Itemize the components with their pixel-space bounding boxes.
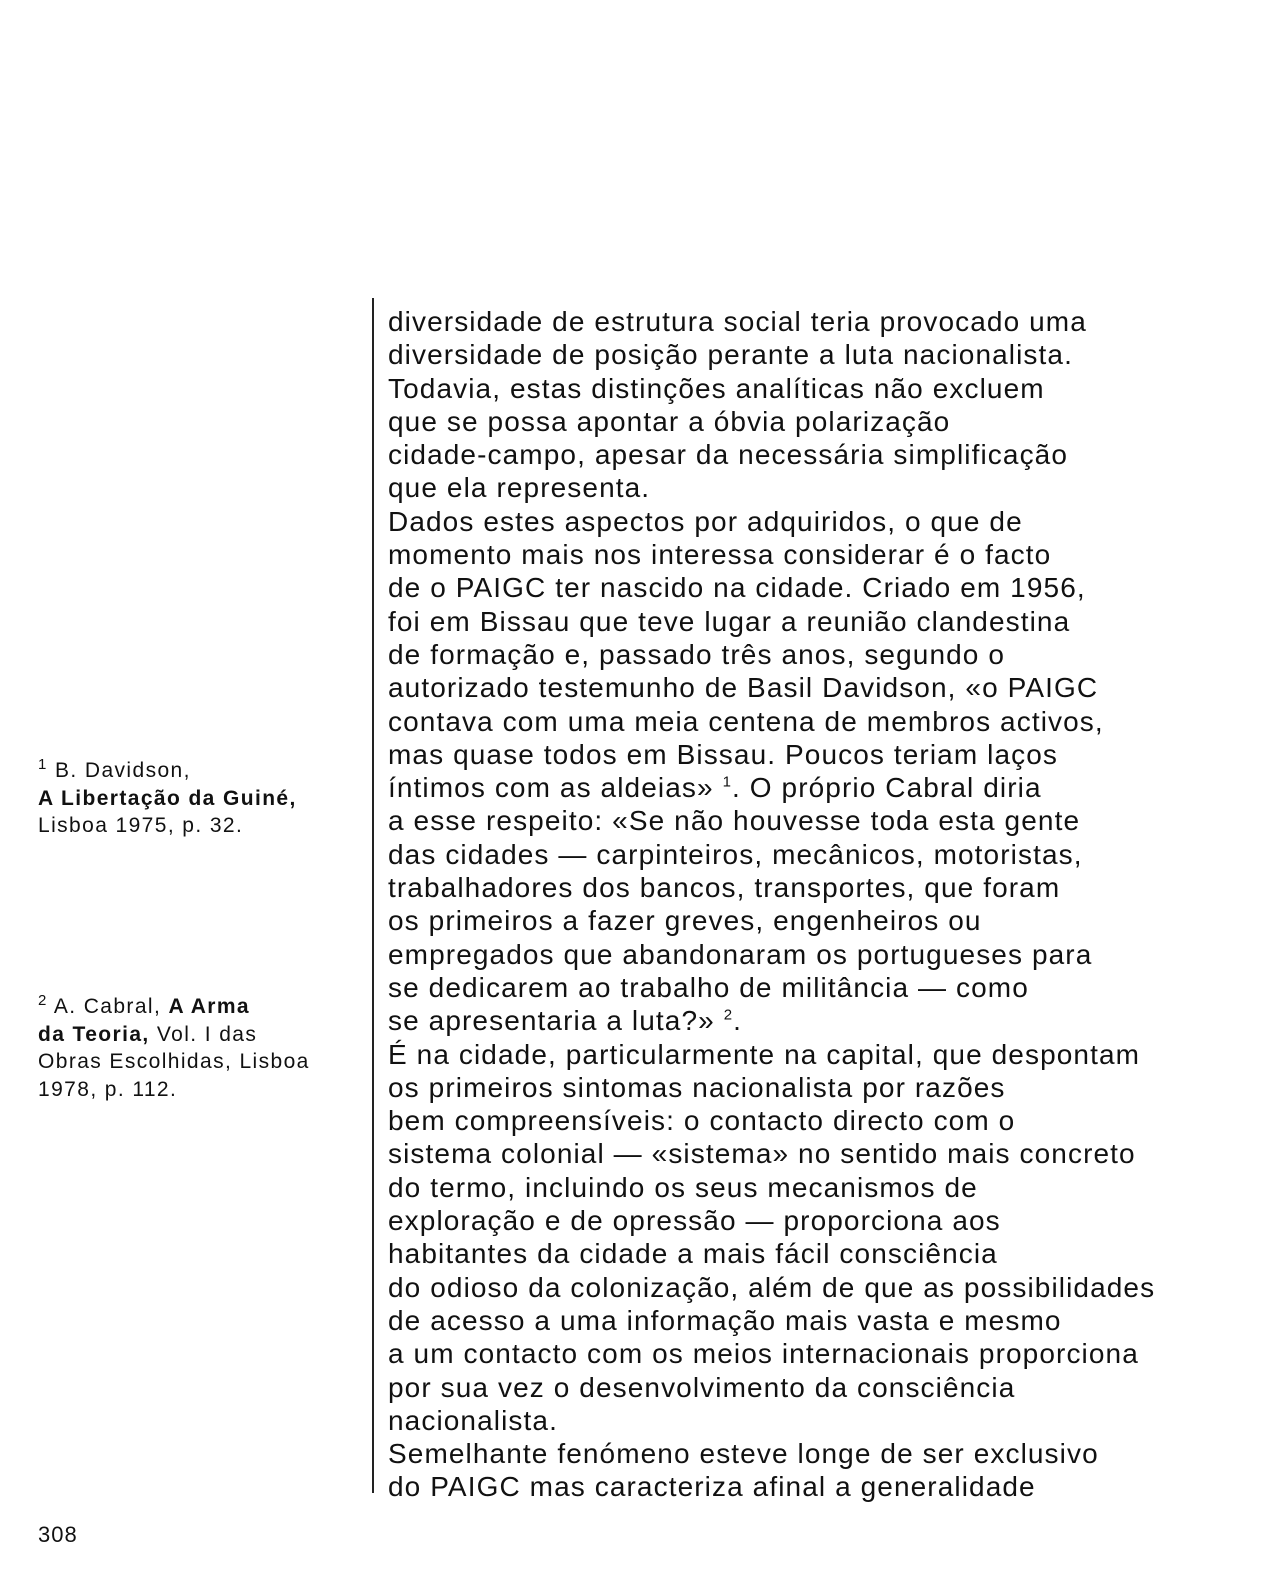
text-line-content: se apresentaria a luta?» bbox=[388, 1005, 715, 1037]
text-line bbox=[388, 438, 1155, 471]
text-line bbox=[388, 1337, 1155, 1370]
text-line bbox=[388, 305, 1155, 338]
body-text bbox=[388, 305, 1155, 1504]
text-line-content: que ela representa. bbox=[388, 472, 651, 504]
text-line bbox=[388, 871, 1155, 904]
margin-rule bbox=[372, 298, 374, 1493]
text-line-content: Todavia, estas distinções analíticas não excluem bbox=[388, 372, 1045, 404]
text-line bbox=[388, 738, 1155, 771]
text-line bbox=[388, 338, 1155, 371]
footnote-title: da Teoria, bbox=[38, 1022, 150, 1046]
text-line-content: os primeiros a fazer greves, engenheiros ou bbox=[388, 905, 982, 937]
text-line-content: Semelhante fenómeno esteve longe de ser exclusivo bbox=[388, 1438, 1099, 1470]
text-line-continuation: . bbox=[733, 1005, 743, 1037]
text-line bbox=[388, 938, 1155, 971]
text-line bbox=[388, 971, 1155, 1004]
text-line-content: empregados que abandonaram os portugueses para bbox=[388, 938, 1093, 970]
text-line bbox=[388, 471, 1155, 504]
text-line bbox=[388, 1004, 1155, 1037]
text-line-content: do odioso da colonização, além de que as possibilidades bbox=[388, 1271, 1156, 1303]
text-line bbox=[388, 1437, 1155, 1470]
page-number: 308 bbox=[38, 1522, 78, 1547]
text-line-content: exploração e de opressão — proporciona aos bbox=[388, 1205, 1001, 1237]
text-line-content: de acesso a uma informação mais vasta e mesmo bbox=[388, 1304, 1062, 1336]
footnote-publication: Obras Escolhidas, Lisboa bbox=[38, 1050, 310, 1073]
text-line bbox=[388, 1470, 1155, 1503]
text-line bbox=[388, 771, 1155, 804]
text-line bbox=[388, 505, 1155, 538]
footnote-2 bbox=[38, 993, 310, 1103]
footnote-reference: 2 bbox=[723, 1006, 734, 1024]
text-line bbox=[388, 1038, 1155, 1071]
text-line bbox=[388, 1204, 1155, 1237]
text-line-content: se dedicarem ao trabalho de militância — como bbox=[388, 971, 1029, 1003]
text-line-content: bem compreensíveis: o contacto directo com o bbox=[388, 1105, 1016, 1137]
footnote-volume: Vol. I das bbox=[156, 1022, 258, 1046]
footnote-reference: 1 bbox=[722, 773, 733, 791]
text-line-continuation: . O próprio Cabral diria bbox=[732, 772, 1042, 804]
text-line bbox=[388, 838, 1155, 871]
text-line bbox=[388, 405, 1155, 438]
text-line-content: das cidades — carpinteiros, mecânicos, motoristas, bbox=[388, 838, 1083, 870]
footnote-number: 2 bbox=[38, 992, 48, 1009]
text-line-content: autorizado testemunho de Basil Davidson, «o PAIGC bbox=[388, 672, 1099, 704]
text-line-content: É na cidade, particularmente na capital, que despontam bbox=[388, 1038, 1141, 1070]
text-line-content: Dados estes aspectos por adquiridos, o que de bbox=[388, 505, 1023, 537]
text-line bbox=[388, 1237, 1155, 1270]
footnote-author: A. Cabral, bbox=[53, 995, 162, 1018]
text-line-content: por sua vez o desenvolvimento da consciência bbox=[388, 1371, 1016, 1403]
text-line-content: do PAIGC mas caracteriza afinal a generalidade bbox=[388, 1471, 1036, 1503]
text-line bbox=[388, 571, 1155, 604]
text-line bbox=[388, 638, 1155, 671]
text-line bbox=[388, 372, 1155, 405]
text-line bbox=[388, 1137, 1155, 1170]
text-line-content: foi em Bissau que teve lugar a reunião clandestina bbox=[388, 605, 1071, 637]
text-line bbox=[388, 605, 1155, 638]
text-line bbox=[388, 671, 1155, 704]
text-line-content: que se possa apontar a óbvia polarização bbox=[388, 405, 951, 437]
text-line-content: mas quase todos em Bissau. Poucos teriam laços bbox=[388, 738, 1059, 770]
footnote-number: 1 bbox=[38, 756, 48, 773]
footnote-title: A Arma bbox=[168, 995, 250, 1018]
text-line bbox=[388, 1271, 1155, 1304]
text-line-content: momento mais nos interessa considerar é o facto bbox=[388, 539, 1052, 571]
text-line bbox=[388, 804, 1155, 837]
footnote-publication: 1978, p. 112. bbox=[38, 1077, 178, 1101]
text-line-content: a esse respeito: «Se não houvesse toda esta gente bbox=[388, 805, 1081, 837]
text-line-content: os primeiros sintomas nacionalista por razões bbox=[388, 1071, 1006, 1103]
text-line-content: sistema colonial — «sistema» no sentido mais concreto bbox=[388, 1138, 1136, 1170]
text-line-content: habitantes da cidade a mais fácil consciência bbox=[388, 1238, 998, 1270]
text-line-content: diversidade de posição perante a luta nacionalista. bbox=[388, 339, 1073, 371]
text-line bbox=[388, 904, 1155, 937]
text-line bbox=[388, 1171, 1155, 1204]
text-line-content: de formação e, passado três anos, segundo o bbox=[388, 638, 1006, 670]
footnote-title: A Libertação da Guiné, bbox=[38, 786, 297, 810]
text-line bbox=[388, 1371, 1155, 1404]
text-line-content: trabalhadores dos bancos, transportes, que foram bbox=[388, 872, 1061, 904]
text-line-content: contava com uma meia centena de membros activos, bbox=[388, 705, 1104, 737]
text-line-content: íntimos com as aldeias» bbox=[388, 772, 714, 804]
text-line bbox=[388, 1404, 1155, 1437]
text-line bbox=[388, 1071, 1155, 1104]
text-line-content: de o PAIGC ter nascido na cidade. Criado em 1956, bbox=[388, 572, 1086, 604]
text-line-content: diversidade de estrutura social teria provocado uma bbox=[388, 306, 1087, 337]
text-line bbox=[388, 538, 1155, 571]
text-line bbox=[388, 705, 1155, 738]
text-line bbox=[388, 1304, 1155, 1337]
footnote-publication: Lisboa 1975, p. 32. bbox=[38, 814, 244, 837]
text-line bbox=[388, 1104, 1155, 1137]
text-line-content: nacionalista. bbox=[388, 1404, 558, 1436]
footnote-1 bbox=[38, 757, 297, 840]
text-line-content: a um contacto com os meios internacionais proporciona bbox=[388, 1338, 1139, 1370]
text-line-content: do termo, incluindo os seus mecanismos de bbox=[388, 1171, 978, 1203]
footnote-author: B. Davidson, bbox=[55, 759, 191, 782]
text-line-content: cidade-campo, apesar da necessária simplificação bbox=[388, 439, 1069, 471]
